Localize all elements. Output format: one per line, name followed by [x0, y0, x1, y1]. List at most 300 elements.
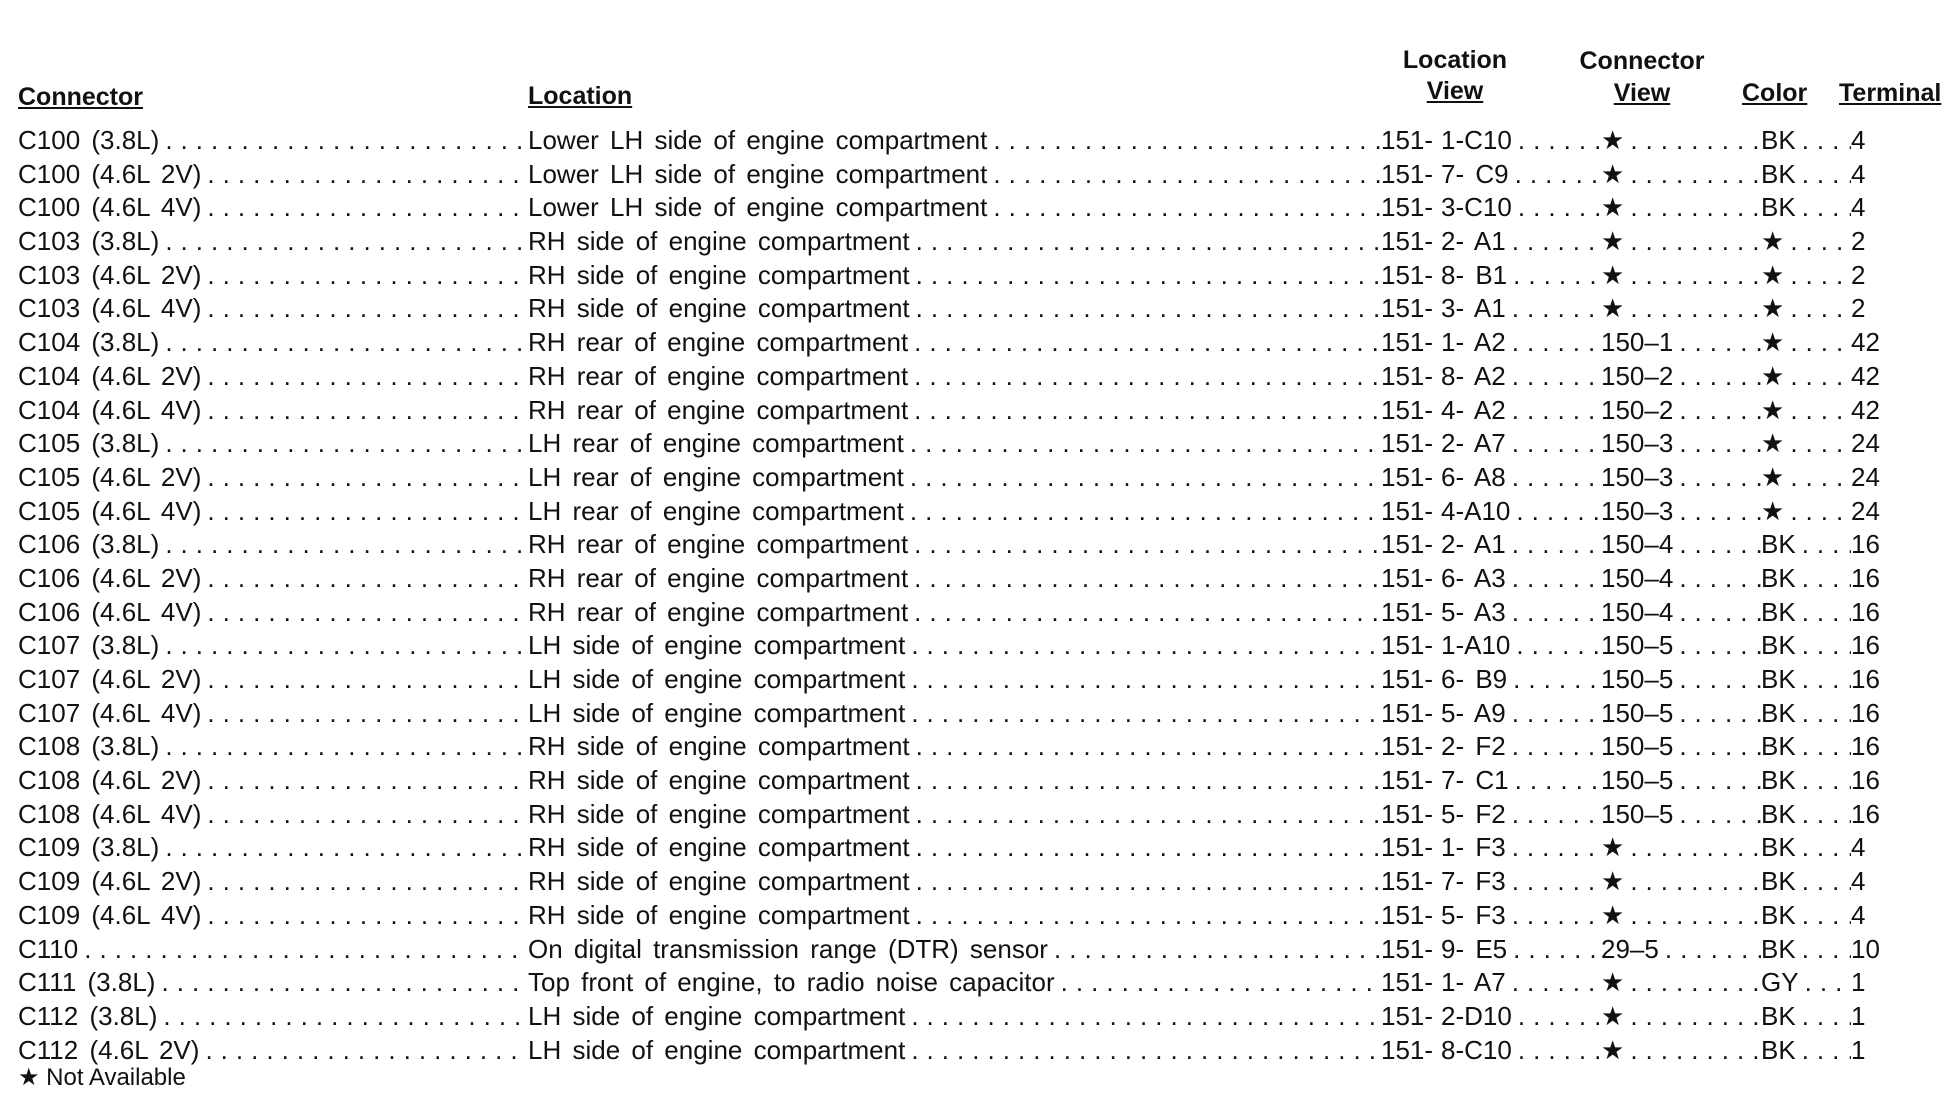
connector-id: C104 (4.6L 2V) — [18, 360, 202, 391]
connector-view-cell — [1601, 495, 1761, 529]
dot-leader — [165, 528, 528, 562]
dot-leader — [1512, 798, 1601, 832]
connector-view-cell — [1601, 528, 1761, 562]
wire-color: BK — [1761, 125, 1796, 155]
header-location: Location — [528, 82, 633, 110]
location-cell — [528, 798, 1381, 832]
location-cell — [528, 831, 1381, 865]
location-view-cell — [1441, 730, 1601, 764]
dot-leader — [1790, 259, 1851, 293]
terminal-count: 1 — [1851, 1000, 1866, 1031]
location-view: 7- F3 — [1441, 866, 1506, 897]
dot-leader — [1679, 798, 1761, 832]
dot-leader — [1512, 292, 1601, 326]
connector-view-cell — [1601, 225, 1761, 259]
header-connector-view-line2: View — [1613, 79, 1671, 107]
connector-id: C100 (3.8L) — [18, 125, 160, 155]
dot-leader — [1802, 191, 1851, 225]
color-cell — [1761, 326, 1851, 360]
connector-view: 150–2 — [1601, 360, 1674, 391]
location-view: 5- F2 — [1441, 798, 1506, 829]
dot-leader — [993, 124, 1381, 158]
dot-leader — [1679, 326, 1761, 360]
terminal-count: 16 — [1851, 765, 1880, 796]
location-text: RH side of engine compartment — [528, 899, 910, 930]
terminal-count: 16 — [1851, 529, 1880, 560]
dot-leader — [911, 697, 1381, 731]
wire-color: ★ — [1761, 293, 1785, 324]
color-cell — [1761, 124, 1851, 158]
location-view: 2- A1 — [1441, 226, 1506, 257]
connector-view: ★ — [1601, 899, 1625, 930]
location-view-cell — [1441, 1034, 1601, 1068]
connector-id: C103 (4.6L 4V) — [18, 293, 202, 324]
location-cell — [528, 966, 1381, 1000]
dot-leader — [1512, 225, 1601, 259]
location-cell — [528, 764, 1381, 798]
connector-view-cell — [1601, 764, 1761, 798]
dot-leader — [1630, 831, 1761, 865]
location-text: LH side of engine compartment — [528, 1000, 906, 1031]
location-view-cell — [1441, 495, 1601, 529]
connector-id: C103 (4.6L 2V) — [18, 259, 202, 290]
dot-leader — [165, 629, 528, 663]
connector-cell — [18, 292, 528, 326]
connector-view: ★ — [1601, 967, 1625, 998]
dot-leader — [1512, 461, 1601, 495]
location-view-prefix: 151- — [1381, 765, 1434, 796]
dot-leader — [207, 697, 528, 731]
dot-leader — [914, 360, 1381, 394]
location-cell — [528, 629, 1381, 663]
terminal-count: 4 — [1851, 899, 1866, 930]
location-text: Lower LH side of engine compartment — [528, 192, 988, 223]
wire-color: BK — [1761, 1034, 1796, 1065]
terminal-count: 16 — [1851, 697, 1880, 728]
dot-leader — [1518, 1000, 1601, 1034]
wire-color: GY — [1761, 967, 1799, 998]
location-text: LH rear of engine compartment — [528, 428, 904, 459]
connector-view-cell — [1601, 831, 1761, 865]
table-row — [18, 394, 1948, 428]
dot-leader — [1512, 326, 1601, 360]
dot-leader — [1679, 596, 1761, 630]
table-row — [18, 158, 1948, 192]
dot-leader — [207, 798, 528, 832]
dot-leader — [1512, 562, 1601, 596]
dot-leader — [165, 124, 528, 158]
connector-id: C100 (4.6L 2V) — [18, 158, 202, 189]
table-row — [18, 764, 1948, 798]
dot-leader — [914, 528, 1381, 562]
dot-leader — [207, 394, 528, 428]
table-row — [18, 663, 1948, 697]
location-view-prefix: 151- — [1381, 226, 1434, 257]
dot-leader — [1518, 124, 1601, 158]
connector-view: 150–3 — [1601, 495, 1674, 526]
location-view-cell — [1441, 899, 1601, 933]
location-cell — [528, 158, 1381, 192]
location-view: 4-A10 — [1441, 495, 1511, 526]
dot-leader — [1802, 528, 1851, 562]
location-cell — [528, 495, 1381, 529]
connector-cell — [18, 831, 528, 865]
color-cell — [1761, 528, 1851, 562]
wire-color: BK — [1761, 1000, 1796, 1031]
color-cell — [1761, 933, 1851, 967]
dot-leader — [993, 191, 1381, 225]
dot-leader — [993, 158, 1381, 192]
location-view: 3-C10 — [1441, 192, 1512, 223]
location-cell — [528, 933, 1381, 967]
terminal-count: 42 — [1851, 394, 1880, 425]
terminal-count: 24 — [1851, 428, 1880, 459]
location-view-prefix: 151- — [1381, 192, 1434, 223]
dot-leader — [1790, 292, 1851, 326]
location-view: 8- A2 — [1441, 360, 1506, 391]
connector-id: C107 (4.6L 4V) — [18, 697, 202, 728]
location-view: 2-D10 — [1441, 1000, 1512, 1031]
location-view: 2- F2 — [1441, 731, 1506, 762]
location-view-prefix: 151- — [1381, 529, 1434, 560]
location-view-prefix: 151- — [1381, 697, 1434, 728]
connector-view: ★ — [1601, 226, 1625, 257]
terminal-count: 4 — [1851, 192, 1866, 223]
color-cell — [1761, 360, 1851, 394]
dot-leader — [207, 865, 528, 899]
location-view-cell — [1441, 966, 1601, 1000]
connector-view: 150–3 — [1601, 428, 1674, 459]
color-cell — [1761, 191, 1851, 225]
dot-leader — [1665, 933, 1761, 967]
location-view: 2- A7 — [1441, 428, 1506, 459]
connector-cell — [18, 528, 528, 562]
terminal-count: 16 — [1851, 798, 1880, 829]
dot-leader — [1512, 730, 1601, 764]
dot-leader — [1630, 966, 1761, 1000]
location-view: 7- C1 — [1441, 765, 1509, 796]
dot-leader — [911, 663, 1381, 697]
dot-leader — [1512, 427, 1601, 461]
connector-cell — [18, 730, 528, 764]
connector-view: ★ — [1601, 293, 1625, 324]
location-text: LH side of engine compartment — [528, 630, 906, 661]
dot-leader — [165, 831, 528, 865]
dot-leader — [1512, 596, 1601, 630]
table-row — [18, 899, 1948, 933]
dot-leader — [1518, 1034, 1601, 1068]
connector-cell — [18, 225, 528, 259]
connector-view-cell — [1601, 697, 1761, 731]
connector-id: C111 (3.8L) — [18, 967, 156, 998]
location-view-prefix: 151- — [1381, 495, 1434, 526]
location-cell — [528, 528, 1381, 562]
location-view-cell — [1441, 259, 1601, 293]
location-view-prefix: 151- — [1381, 1034, 1434, 1065]
dot-leader — [1630, 158, 1761, 192]
wire-color: ★ — [1761, 495, 1785, 526]
dot-leader — [914, 326, 1381, 360]
connector-id: C106 (4.6L 2V) — [18, 562, 202, 593]
location-view-cell — [1441, 292, 1601, 326]
location-view-prefix: 151- — [1381, 596, 1434, 627]
table-row — [18, 730, 1948, 764]
dot-leader — [165, 427, 528, 461]
dot-leader — [910, 427, 1381, 461]
wire-color: BK — [1761, 664, 1796, 694]
connector-view-cell — [1601, 933, 1761, 967]
connector-view: 150–5 — [1601, 630, 1674, 661]
connector-cell — [18, 427, 528, 461]
dot-leader — [1630, 124, 1761, 158]
connector-view-cell — [1601, 394, 1761, 428]
color-cell — [1761, 225, 1851, 259]
wire-color: BK — [1761, 866, 1796, 897]
connector-view: 29–5 — [1601, 933, 1659, 964]
connector-view: 150–1 — [1601, 327, 1674, 358]
dot-leader — [1054, 933, 1381, 967]
dot-leader — [207, 764, 528, 798]
location-view: 6- A3 — [1441, 562, 1506, 593]
location-view-cell — [1441, 596, 1601, 630]
connector-view-cell — [1601, 663, 1761, 697]
dot-leader — [911, 629, 1381, 663]
dot-leader — [1512, 865, 1601, 899]
dot-leader — [1512, 528, 1601, 562]
table-row — [18, 596, 1948, 630]
location-view-cell — [1441, 191, 1601, 225]
connector-cell — [18, 326, 528, 360]
location-view: 5- A3 — [1441, 596, 1506, 627]
color-cell — [1761, 461, 1851, 495]
dot-leader — [916, 259, 1381, 293]
location-cell — [528, 191, 1381, 225]
dot-leader — [914, 596, 1381, 630]
wire-color: ★ — [1761, 360, 1785, 391]
location-view: 7- C9 — [1441, 158, 1509, 189]
color-cell — [1761, 1034, 1851, 1068]
connector-id: C104 (4.6L 4V) — [18, 394, 202, 425]
connector-view: ★ — [1601, 125, 1625, 155]
terminal-count: 2 — [1851, 293, 1866, 324]
dot-leader — [914, 562, 1381, 596]
wire-color: ★ — [1761, 461, 1785, 492]
wire-color: BK — [1761, 731, 1796, 762]
dot-leader — [1679, 730, 1761, 764]
location-view-prefix: 151- — [1381, 731, 1434, 762]
location-view-cell — [1441, 528, 1601, 562]
location-cell — [528, 427, 1381, 461]
dot-leader — [207, 292, 528, 326]
color-cell — [1761, 495, 1851, 529]
table-row — [18, 427, 1948, 461]
connector-view-cell — [1601, 798, 1761, 832]
dot-leader — [1512, 697, 1601, 731]
location-cell — [528, 865, 1381, 899]
color-cell — [1761, 1000, 1851, 1034]
dot-leader — [916, 764, 1381, 798]
location-text: RH rear of engine compartment — [528, 529, 909, 560]
connector-view: 150–5 — [1601, 731, 1674, 762]
dot-leader — [1802, 730, 1851, 764]
location-view: 9- E5 — [1441, 933, 1508, 964]
connector-id: C100 (4.6L 4V) — [18, 192, 202, 223]
dot-leader — [207, 461, 528, 495]
wire-color: BK — [1761, 697, 1796, 728]
connector-id: C112 (4.6L 2V) — [18, 1034, 200, 1065]
location-view-prefix: 151- — [1381, 899, 1434, 930]
table-row — [18, 798, 1948, 832]
location-cell — [528, 259, 1381, 293]
dot-leader — [165, 730, 528, 764]
dot-leader — [207, 663, 528, 697]
dot-leader — [1679, 528, 1761, 562]
location-view-cell — [1441, 831, 1601, 865]
connector-table-body — [18, 124, 1948, 1067]
location-view-cell — [1441, 427, 1601, 461]
table-row — [18, 865, 1948, 899]
location-view-prefix: 151- — [1381, 293, 1434, 324]
dot-leader — [1802, 663, 1851, 697]
terminal-count: 4 — [1851, 125, 1866, 155]
connector-view: 150–3 — [1601, 461, 1674, 492]
connector-cell — [18, 461, 528, 495]
connector-cell — [18, 158, 528, 192]
dot-leader — [1802, 865, 1851, 899]
dot-leader — [916, 899, 1381, 933]
dot-leader — [1802, 562, 1851, 596]
dot-leader — [916, 831, 1381, 865]
table-row — [18, 933, 1948, 967]
color-cell — [1761, 831, 1851, 865]
color-cell — [1761, 292, 1851, 326]
location-text: RH side of engine compartment — [528, 866, 910, 897]
dot-leader — [1802, 124, 1851, 158]
location-text: Lower LH side of engine compartment — [528, 125, 988, 155]
color-cell — [1761, 899, 1851, 933]
connector-view-cell — [1601, 158, 1761, 192]
location-view-prefix: 151- — [1381, 832, 1434, 863]
location-view-cell — [1441, 225, 1601, 259]
location-view-prefix: 151- — [1381, 562, 1434, 593]
connector-id: C105 (3.8L) — [18, 428, 160, 459]
table-row — [18, 1000, 1948, 1034]
location-text: LH side of engine compartment — [528, 664, 906, 694]
location-text: RH rear of engine compartment — [528, 562, 909, 593]
location-text: RH rear of engine compartment — [528, 394, 909, 425]
location-cell — [528, 663, 1381, 697]
table-row — [18, 292, 1948, 326]
connector-view-cell — [1601, 259, 1761, 293]
dot-leader — [1802, 629, 1851, 663]
wire-color: BK — [1761, 562, 1796, 593]
location-text: Top front of engine, to radio noise capacitor — [528, 967, 1055, 998]
wire-color: BK — [1761, 529, 1796, 560]
location-text: RH side of engine compartment — [528, 259, 910, 290]
location-cell — [528, 124, 1381, 158]
connector-view: ★ — [1601, 1034, 1625, 1065]
connector-view-cell — [1601, 360, 1761, 394]
dot-leader — [207, 360, 528, 394]
dot-leader — [911, 1034, 1381, 1068]
connector-view-cell — [1601, 461, 1761, 495]
header-location-view-line2: View — [1426, 77, 1484, 105]
dot-leader — [1802, 831, 1851, 865]
location-view-prefix: 151- — [1381, 428, 1434, 459]
connector-cell — [18, 495, 528, 529]
location-cell — [528, 596, 1381, 630]
location-view-cell — [1441, 124, 1601, 158]
dot-leader — [1790, 495, 1851, 529]
connector-view-cell — [1601, 191, 1761, 225]
dot-leader — [1512, 899, 1601, 933]
dot-leader — [1630, 292, 1761, 326]
connector-view: ★ — [1601, 158, 1625, 189]
color-cell — [1761, 865, 1851, 899]
connector-view: 150–4 — [1601, 562, 1674, 593]
dot-leader — [916, 292, 1381, 326]
location-view-prefix: 151- — [1381, 125, 1434, 155]
table-row — [18, 1034, 1948, 1068]
dot-leader — [1802, 798, 1851, 832]
location-view-cell — [1441, 764, 1601, 798]
connector-view: 150–5 — [1601, 664, 1674, 694]
wire-color: BK — [1761, 596, 1796, 627]
connector-cell — [18, 394, 528, 428]
location-cell — [528, 461, 1381, 495]
dot-leader — [1512, 360, 1601, 394]
table-row — [18, 326, 1948, 360]
header-color: Color — [1742, 79, 1808, 107]
dot-leader — [1512, 394, 1601, 428]
connector-id: C108 (4.6L 2V) — [18, 765, 202, 796]
dot-leader — [161, 966, 528, 1000]
connector-id: C107 (4.6L 2V) — [18, 664, 202, 694]
dot-leader — [1515, 158, 1601, 192]
connector-view: ★ — [1601, 259, 1625, 290]
color-cell — [1761, 764, 1851, 798]
location-view-cell — [1441, 461, 1601, 495]
location-view-prefix: 151- — [1381, 394, 1434, 425]
connector-id: C103 (3.8L) — [18, 226, 160, 257]
location-text: RH side of engine compartment — [528, 731, 910, 762]
connector-id: C106 (3.8L) — [18, 529, 160, 560]
dot-leader — [207, 596, 528, 630]
connector-view-cell — [1601, 966, 1761, 1000]
table-row — [18, 360, 1948, 394]
connector-view-cell — [1601, 730, 1761, 764]
connector-view-cell — [1601, 629, 1761, 663]
color-cell — [1761, 596, 1851, 630]
connector-cell — [18, 629, 528, 663]
footnote-not-available: ★ Not Available — [18, 1064, 186, 1091]
terminal-count: 1 — [1851, 967, 1866, 998]
table-row — [18, 697, 1948, 731]
dot-leader — [1790, 326, 1851, 360]
dot-leader — [1802, 697, 1851, 731]
dot-leader — [163, 1000, 528, 1034]
dot-leader — [911, 1000, 1381, 1034]
connector-view-cell — [1601, 596, 1761, 630]
location-view: 1-C10 — [1441, 125, 1512, 155]
wire-color: ★ — [1761, 327, 1785, 358]
location-cell — [528, 1034, 1381, 1068]
header-connector-view-line1: Connector — [1579, 47, 1705, 75]
table-row — [18, 629, 1948, 663]
table-row — [18, 191, 1948, 225]
location-cell — [528, 562, 1381, 596]
connector-view-cell — [1601, 326, 1761, 360]
